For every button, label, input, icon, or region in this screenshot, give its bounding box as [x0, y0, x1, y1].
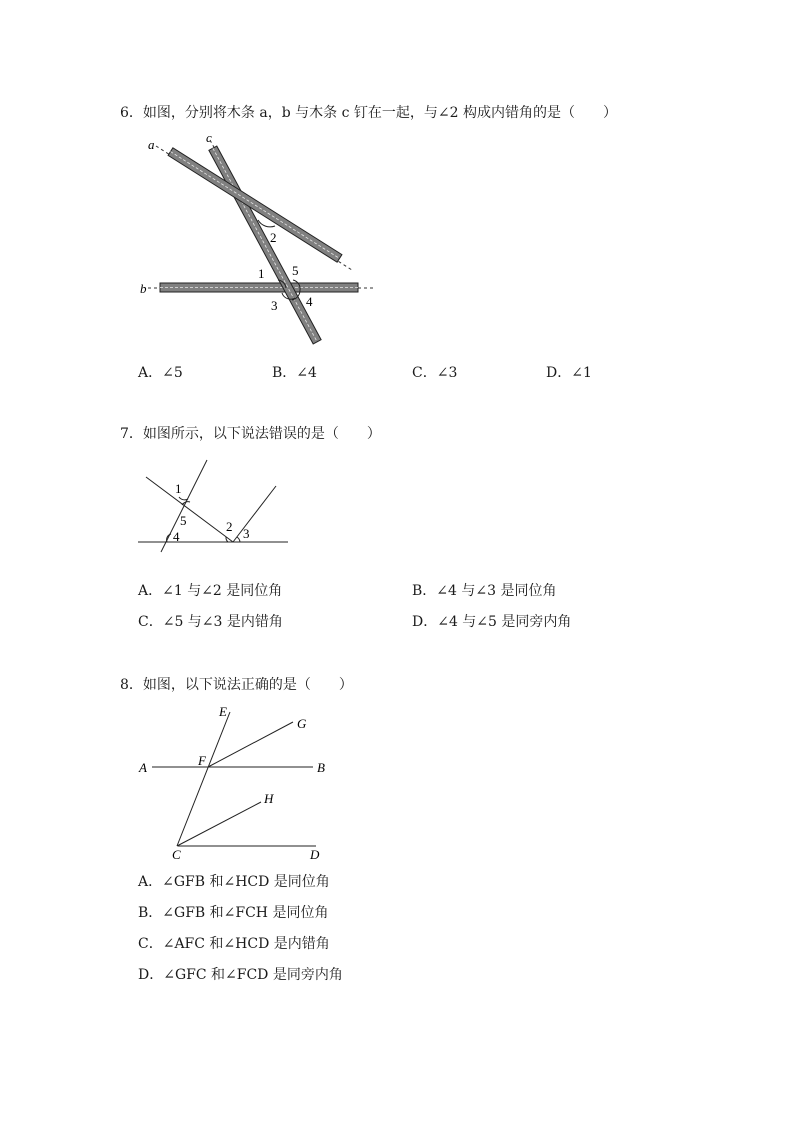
label-F: F	[198, 753, 206, 768]
label-A: A	[139, 760, 147, 775]
q8-option-a[interactable]: A．∠GFB 和∠HCD 是同位角	[138, 874, 330, 890]
question-6-stem: 6．如图，分别将木条 a，b 与木条 c 钉在一起，与∠2 构成内错角的是（ ）	[120, 105, 617, 121]
label-2: 2	[226, 519, 233, 534]
q6-option-b[interactable]: B．∠4	[272, 365, 317, 381]
label-b: b	[140, 281, 147, 296]
label-5: 5	[292, 263, 299, 278]
question-8-stem: 8．如图，以下说法正确的是（ ）	[120, 677, 353, 693]
label-3: 3	[271, 298, 278, 313]
question-6-figure	[130, 128, 390, 348]
q6-option-a[interactable]: A．∠5	[138, 365, 183, 381]
label-4: 4	[306, 294, 313, 309]
q6-option-c[interactable]: C．∠3	[412, 365, 458, 381]
question-8-figure	[130, 700, 340, 865]
label-1: 1	[258, 266, 265, 281]
q8-option-c[interactable]: C．∠AFC 和∠HCD 是内错角	[138, 936, 330, 952]
q6-option-d[interactable]: D．∠1	[546, 365, 592, 381]
q7-option-a[interactable]: A．∠1 与∠2 是同位角	[138, 583, 283, 599]
label-B: B	[317, 760, 325, 775]
label-H: H	[264, 791, 274, 806]
label-5: 5	[180, 513, 187, 528]
question-7-stem: 7．如图所示，以下说法错误的是（ ）	[120, 426, 381, 442]
q7-option-d[interactable]: D．∠4 与∠5 是同旁内角	[412, 614, 572, 630]
label-3: 3	[243, 526, 250, 541]
label-D: D	[310, 847, 320, 862]
label-c: c	[206, 130, 212, 145]
q8-option-d[interactable]: D．∠GFC 和∠FCD 是同旁内角	[138, 967, 343, 983]
q8-option-b[interactable]: B．∠GFB 和∠FCH 是同位角	[138, 905, 329, 921]
q7-option-c[interactable]: C．∠5 与∠3 是内错角	[138, 614, 283, 630]
label-1: 1	[175, 481, 182, 496]
label-E: E	[219, 704, 227, 719]
label-a: a	[148, 137, 155, 152]
question-7-figure	[130, 455, 300, 555]
label-2: 2	[270, 230, 277, 245]
label-4: 4	[173, 529, 180, 544]
label-G: G	[297, 716, 307, 731]
q7-option-b[interactable]: B．∠4 与∠3 是同位角	[412, 583, 557, 599]
label-C: C	[172, 847, 181, 862]
